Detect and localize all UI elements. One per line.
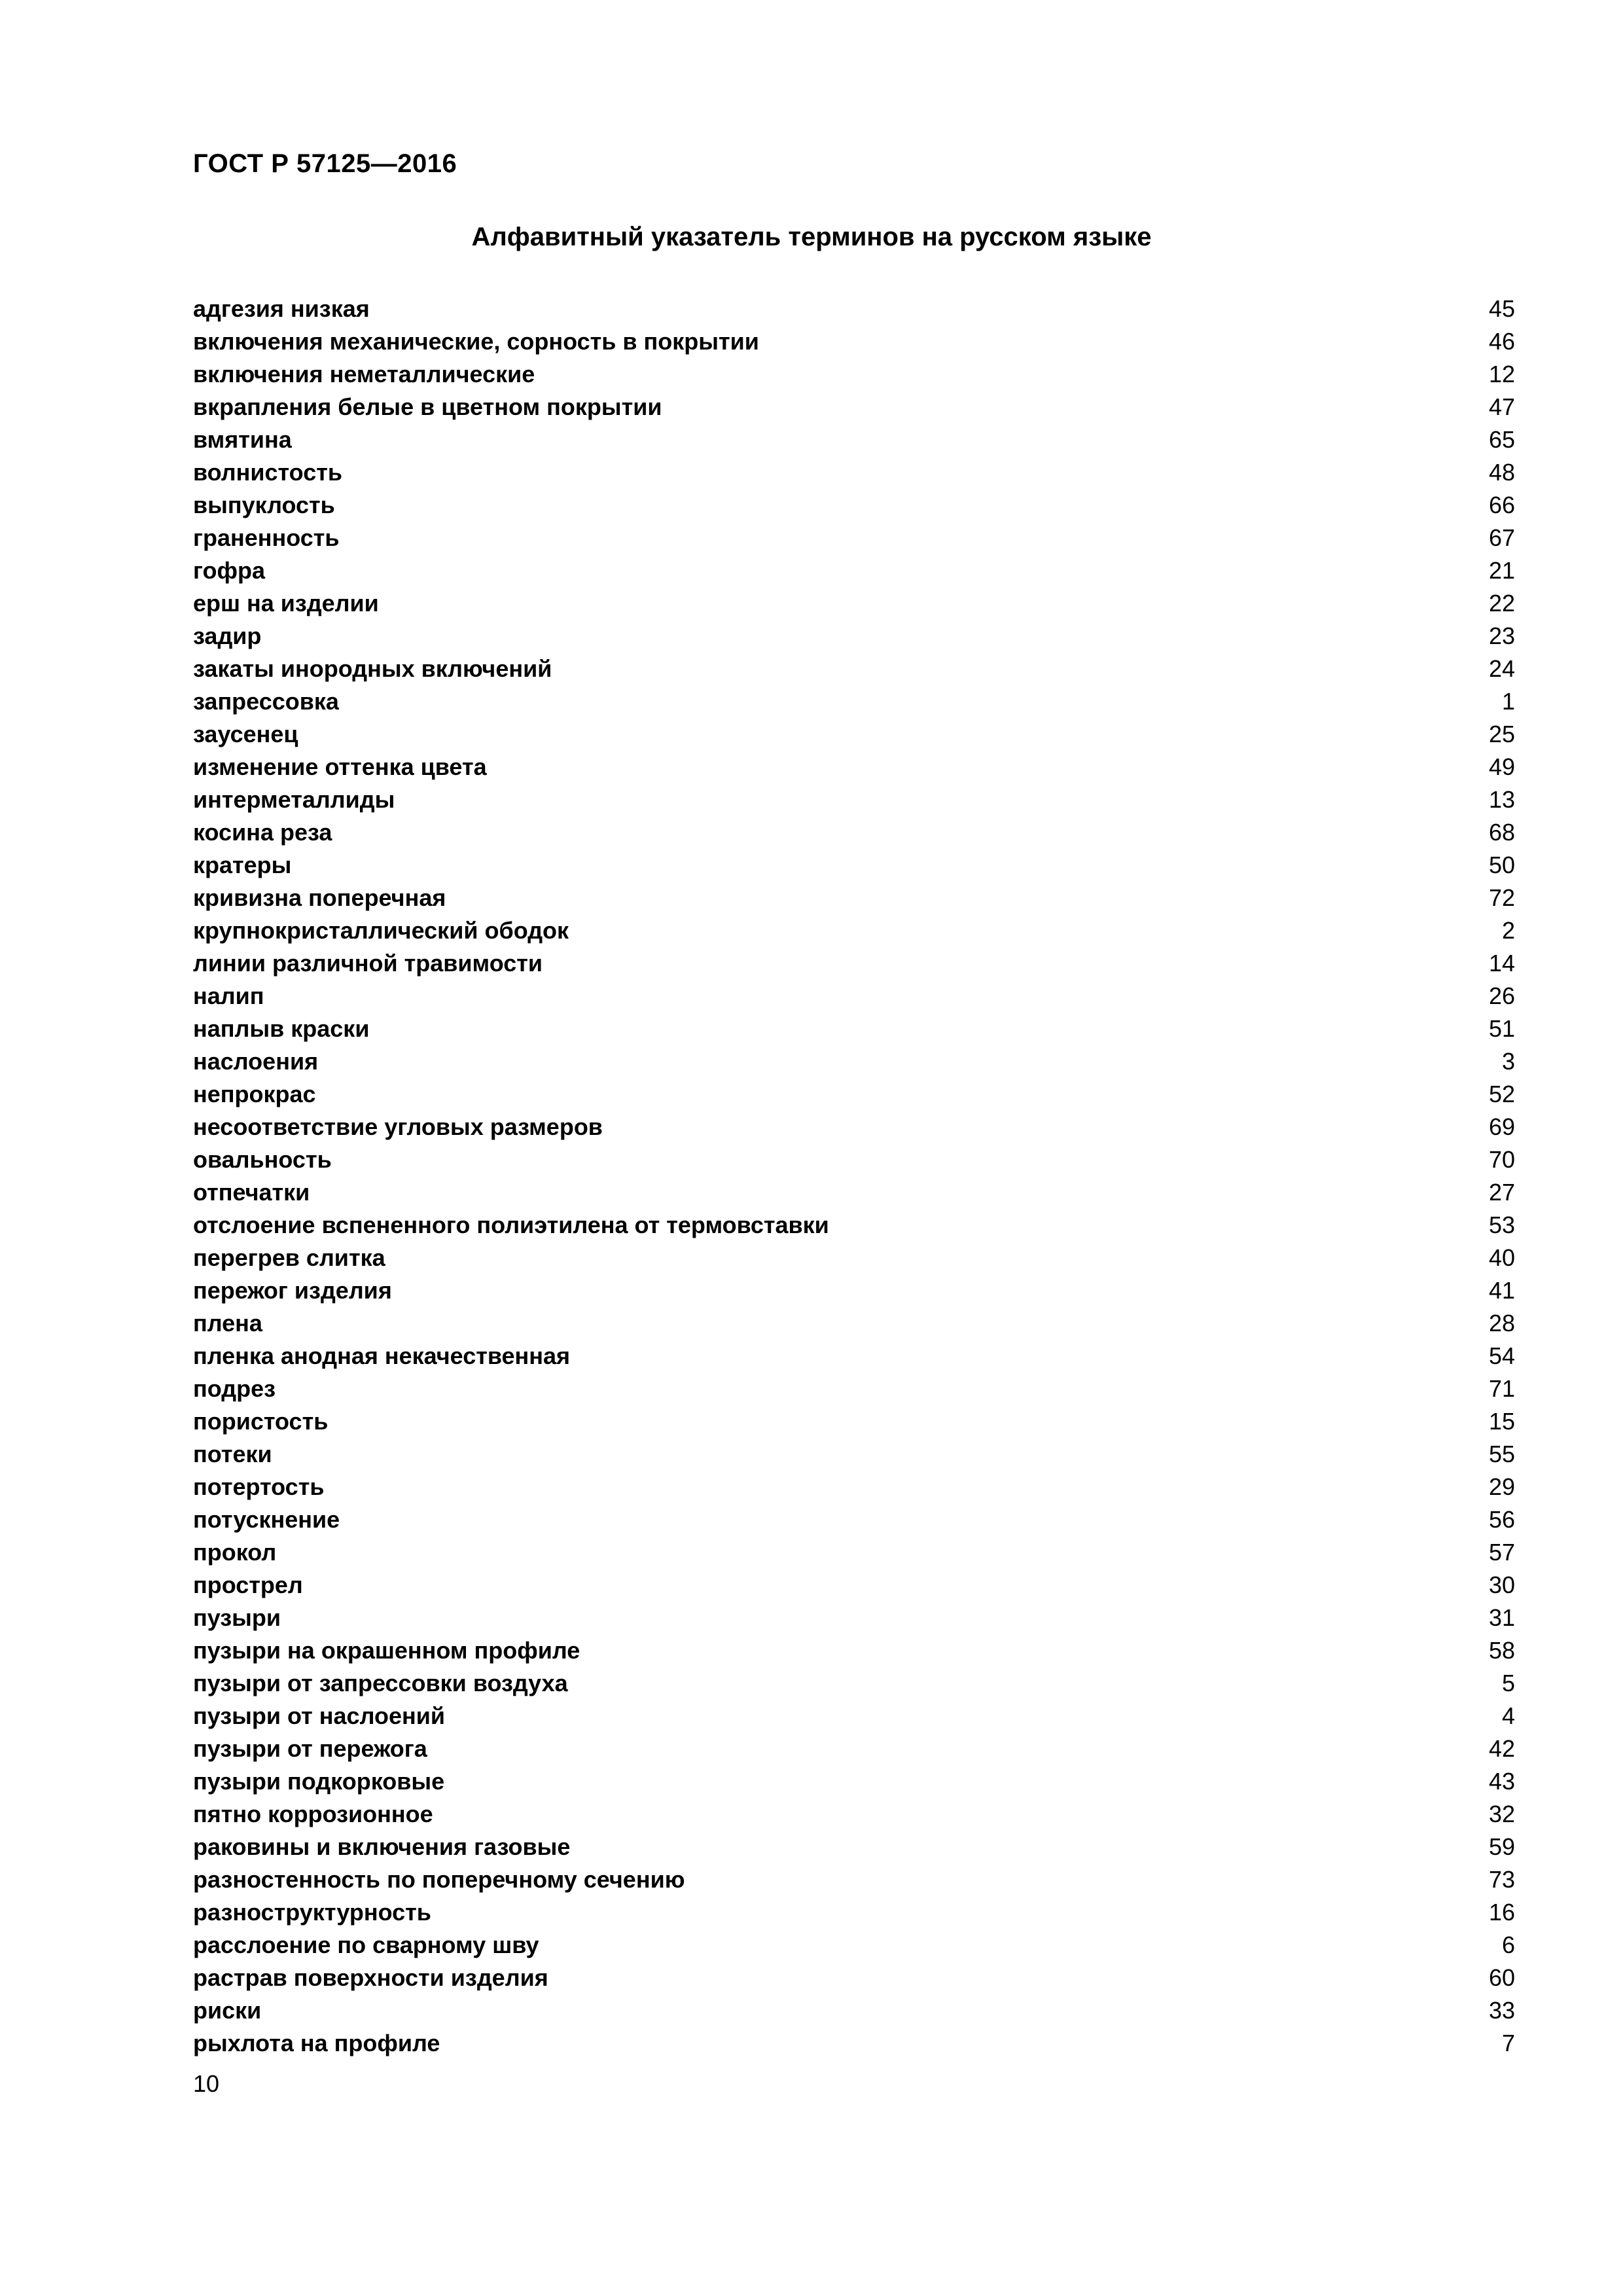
index-term: ерш на изделии [193, 590, 379, 617]
index-term: рыхлота на профиле [193, 2030, 440, 2056]
index-reference-number: 40 [1488, 1244, 1515, 1271]
index-entry [193, 1274, 1515, 1307]
index-term: пятно коррозионное [193, 1801, 433, 1827]
index-entry [193, 1536, 1515, 1569]
index-entry [193, 1111, 1515, 1143]
index-reference-number: 50 [1488, 852, 1515, 878]
index-term: выпуклость [193, 492, 335, 518]
index-entry [193, 1405, 1515, 1438]
index-reference-number: 5 [1501, 1670, 1515, 1696]
index-entry [193, 1765, 1515, 1798]
index-reference-number: 31 [1488, 1604, 1515, 1631]
index-term: изменение оттенка цвета [193, 753, 487, 780]
index-term: вкрапления белые в цветном покрытии [193, 393, 662, 420]
index-reference-number: 26 [1488, 982, 1515, 1009]
index-entry [193, 1929, 1515, 1962]
index-entry [193, 1962, 1515, 1994]
index-entry [193, 1569, 1515, 1602]
index-term: прокол [193, 1539, 277, 1566]
index-term: вмятина [193, 426, 292, 453]
term-index-list [193, 293, 1515, 2060]
index-entry [193, 1078, 1515, 1111]
index-term: задир [193, 622, 262, 649]
index-term: гофра [193, 557, 266, 584]
index-entry [193, 358, 1515, 391]
index-term: пузыри [193, 1604, 281, 1631]
index-term: перегрев слитка [193, 1244, 385, 1271]
index-term: отслоение вспененного полиэтилена от термовставки [193, 1211, 829, 1238]
index-term: потеки [193, 1441, 272, 1467]
index-title: Алфавитный указатель терминов на русском языке [471, 223, 1152, 251]
index-entry [193, 2027, 1515, 2060]
index-term: волнистость [193, 459, 342, 486]
index-entry [193, 620, 1515, 653]
index-entry [193, 783, 1515, 816]
index-entry [193, 718, 1515, 751]
index-term: несоответствие угловых размеров [193, 1113, 603, 1140]
page-number: 10 [193, 2070, 220, 2097]
index-reference-number: 65 [1488, 426, 1515, 453]
index-reference-number: 14 [1488, 950, 1515, 977]
index-entry [193, 522, 1515, 554]
index-term: включения механические, сорность в покрытии [193, 328, 759, 355]
index-entry [193, 1503, 1515, 1536]
index-entry [193, 1831, 1515, 1863]
index-entry [193, 1896, 1515, 1929]
index-term: пузыри от пережога [193, 1735, 427, 1762]
index-term: плена [193, 1310, 262, 1336]
index-term: прострел [193, 1571, 303, 1598]
index-reference-number: 25 [1488, 721, 1515, 747]
index-term: пузыри на окрашенном профиле [193, 1637, 580, 1664]
index-entry [193, 456, 1515, 489]
index-entry [193, 587, 1515, 620]
index-entry [193, 914, 1515, 947]
index-entry [193, 849, 1515, 882]
index-term: крупнокристаллический ободок [193, 917, 569, 944]
index-reference-number: 29 [1488, 1473, 1515, 1500]
index-reference-number: 53 [1488, 1211, 1515, 1238]
index-reference-number: 22 [1488, 590, 1515, 617]
index-reference-number: 32 [1488, 1801, 1515, 1827]
index-reference-number: 49 [1488, 753, 1515, 780]
index-reference-number: 43 [1488, 1768, 1515, 1795]
index-term: закаты инородных включений [193, 655, 552, 682]
index-reference-number: 15 [1488, 1408, 1515, 1435]
index-entry [193, 1045, 1515, 1078]
index-term: заусенец [193, 721, 298, 747]
index-reference-number: 27 [1488, 1179, 1515, 1206]
index-term: разноструктурность [193, 1899, 431, 1926]
index-entry [193, 1667, 1515, 1700]
index-entry [193, 1242, 1515, 1274]
index-term: граненность [193, 524, 340, 551]
index-term: запрессовка [193, 688, 339, 715]
index-term: растрав поверхности изделия [193, 1964, 548, 1991]
index-reference-number: 69 [1488, 1113, 1515, 1140]
index-entry [193, 980, 1515, 1013]
index-reference-number: 4 [1501, 1702, 1515, 1729]
index-term: наплыв краски [193, 1015, 370, 1042]
index-reference-number: 73 [1488, 1866, 1515, 1893]
index-term: налип [193, 982, 264, 1009]
index-reference-number: 71 [1488, 1375, 1515, 1402]
index-entry [193, 1307, 1515, 1340]
index-reference-number: 66 [1488, 492, 1515, 518]
index-entry [193, 685, 1515, 718]
index-term: непрокрас [193, 1081, 316, 1107]
index-entry [193, 1209, 1515, 1242]
index-entry [193, 1700, 1515, 1732]
index-entry [193, 751, 1515, 783]
index-entry [193, 325, 1515, 358]
index-reference-number: 2 [1501, 917, 1515, 944]
index-entry [193, 554, 1515, 587]
index-term: включения неметаллические [193, 361, 535, 387]
index-term: пузыри от запрессовки воздуха [193, 1670, 568, 1696]
index-reference-number: 48 [1488, 459, 1515, 486]
index-entry [193, 1798, 1515, 1831]
index-term: интерметаллиды [193, 786, 395, 813]
index-reference-number: 42 [1488, 1735, 1515, 1762]
index-reference-number: 56 [1488, 1506, 1515, 1533]
index-reference-number: 51 [1488, 1015, 1515, 1042]
index-reference-number: 54 [1488, 1342, 1515, 1369]
index-term: пережог изделия [193, 1277, 392, 1304]
index-term: кратеры [193, 852, 292, 878]
index-reference-number: 12 [1488, 361, 1515, 387]
index-term: раковины и включения газовые [193, 1833, 571, 1860]
index-term: риски [193, 1997, 262, 2024]
index-reference-number: 24 [1488, 655, 1515, 682]
index-reference-number: 57 [1488, 1539, 1515, 1566]
index-entry [193, 653, 1515, 685]
index-term: отпечатки [193, 1179, 310, 1206]
index-entry [193, 1372, 1515, 1405]
index-entry [193, 1994, 1515, 2027]
index-reference-number: 7 [1501, 2030, 1515, 2056]
index-entry [193, 1471, 1515, 1503]
index-term: косина реза [193, 819, 332, 846]
index-term: адгезия низкая [193, 295, 370, 322]
index-term: расслоение по сварному шву [193, 1931, 539, 1958]
index-reference-number: 68 [1488, 819, 1515, 846]
index-term: линии различной травимости [193, 950, 543, 977]
index-reference-number: 23 [1488, 622, 1515, 649]
index-entry [193, 816, 1515, 849]
index-entry [193, 391, 1515, 423]
index-reference-number: 72 [1488, 884, 1515, 911]
index-reference-number: 33 [1488, 1997, 1515, 2024]
index-reference-number: 59 [1488, 1833, 1515, 1860]
index-reference-number: 41 [1488, 1277, 1515, 1304]
index-reference-number: 67 [1488, 524, 1515, 551]
index-reference-number: 55 [1488, 1441, 1515, 1467]
index-reference-number: 13 [1488, 786, 1515, 813]
index-entry [193, 1176, 1515, 1209]
document-header: ГОСТ Р 57125—2016 [193, 149, 457, 178]
index-reference-number: 52 [1488, 1081, 1515, 1107]
index-reference-number: 1 [1501, 688, 1515, 715]
index-reference-number: 70 [1488, 1146, 1515, 1173]
index-term: овальность [193, 1146, 332, 1173]
index-reference-number: 3 [1501, 1048, 1515, 1075]
index-term: наслоения [193, 1048, 319, 1075]
index-term: пленка анодная некачественная [193, 1342, 571, 1369]
index-term: кривизна поперечная [193, 884, 446, 911]
index-reference-number: 60 [1488, 1964, 1515, 1991]
index-term: пористость [193, 1408, 329, 1435]
index-term: потертость [193, 1473, 325, 1500]
index-reference-number: 16 [1488, 1899, 1515, 1926]
index-entry [193, 423, 1515, 456]
index-entry [193, 1340, 1515, 1372]
index-term: подрез [193, 1375, 276, 1402]
index-reference-number: 58 [1488, 1637, 1515, 1664]
index-term: разностенность по поперечному сечению [193, 1866, 685, 1893]
index-entry [193, 1013, 1515, 1045]
index-reference-number: 6 [1501, 1931, 1515, 1958]
index-reference-number: 46 [1488, 328, 1515, 355]
index-reference-number: 47 [1488, 393, 1515, 420]
index-entry [193, 489, 1515, 522]
index-entry [193, 1634, 1515, 1667]
index-entry [193, 293, 1515, 325]
index-entry [193, 1143, 1515, 1176]
index-entry [193, 1602, 1515, 1634]
index-reference-number: 28 [1488, 1310, 1515, 1336]
index-reference-number: 21 [1488, 557, 1515, 584]
index-term: пузыри от наслоений [193, 1702, 445, 1729]
index-reference-number: 30 [1488, 1571, 1515, 1598]
index-term: пузыри подкорковые [193, 1768, 445, 1795]
index-entry [193, 1732, 1515, 1765]
index-entry [193, 947, 1515, 980]
index-term: потускнение [193, 1506, 340, 1533]
index-entry [193, 1438, 1515, 1471]
index-reference-number: 45 [1488, 295, 1515, 322]
index-entry [193, 1863, 1515, 1896]
index-entry [193, 882, 1515, 914]
